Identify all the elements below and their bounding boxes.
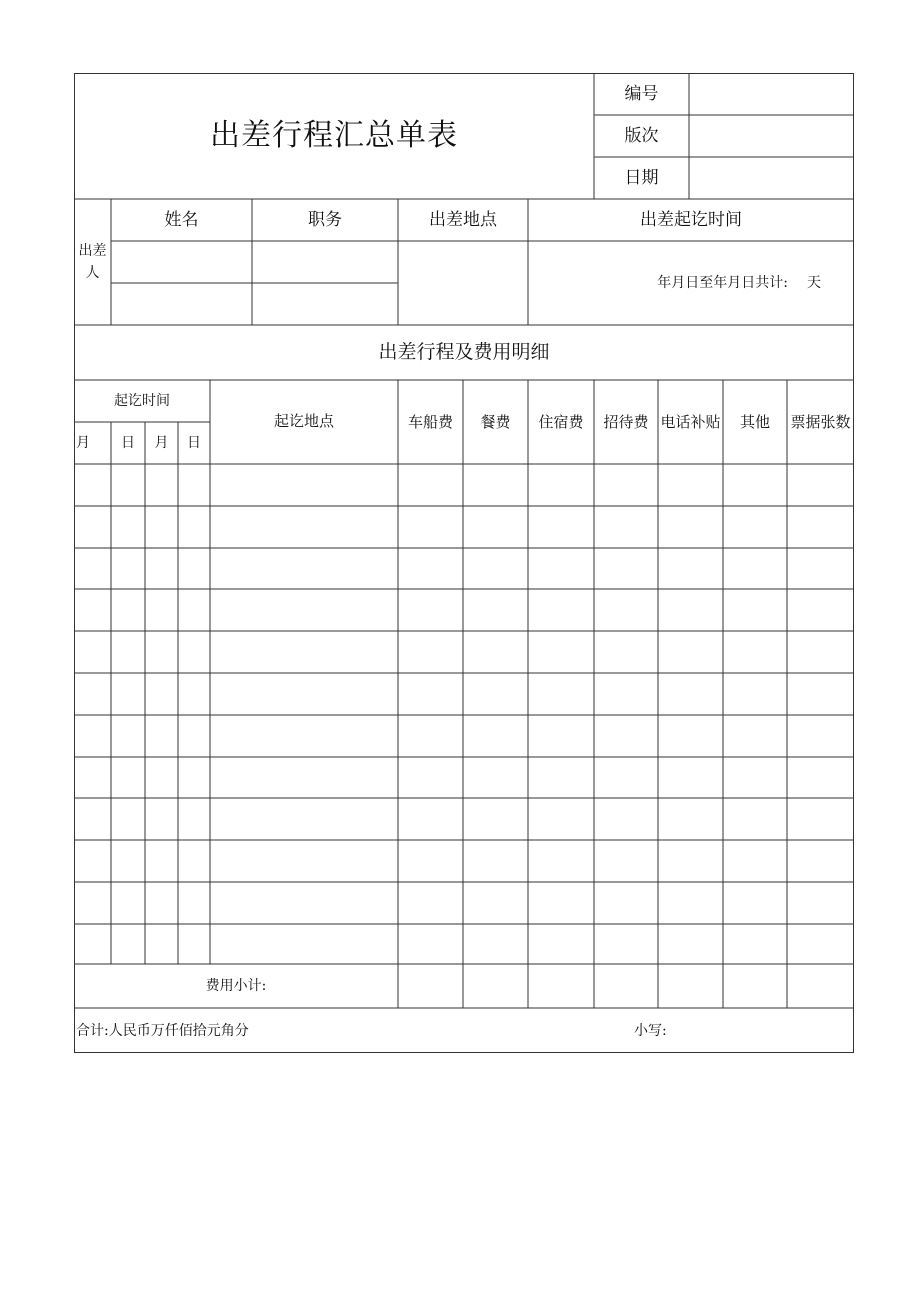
start-month-cell[interactable] [75, 674, 110, 714]
traveler-section-label [74, 199, 111, 325]
meals-cell[interactable] [464, 632, 527, 672]
entertainment-cell[interactable] [595, 883, 657, 923]
period-header: 出差起讫时间 [640, 209, 742, 230]
phone-allowance-cell[interactable] [659, 925, 722, 963]
version-label: 版次 [624, 125, 659, 146]
start-month-cell[interactable] [75, 465, 110, 505]
end-month-cell[interactable] [146, 841, 177, 881]
name-header: 姓名 [164, 209, 199, 230]
transport-header: 车船费 [407, 412, 453, 431]
end-day-cell[interactable] [179, 883, 209, 923]
travel-expense-form [74, 73, 854, 1053]
meals-cell[interactable] [464, 841, 527, 881]
receipts-cell[interactable] [788, 716, 853, 756]
phone-allowance-cell[interactable] [659, 465, 722, 505]
transport-cell[interactable] [399, 758, 462, 797]
end-day-cell[interactable] [179, 925, 209, 963]
end-day-cell[interactable] [179, 465, 209, 505]
other-cell[interactable] [724, 799, 786, 839]
end-day-cell[interactable] [179, 590, 209, 630]
start-day-cell[interactable] [112, 549, 144, 588]
other-cell[interactable] [724, 883, 786, 923]
lodging-cell[interactable] [529, 883, 593, 923]
route-cell[interactable] [211, 716, 397, 756]
meals-cell[interactable] [464, 799, 527, 839]
transport-cell[interactable] [399, 925, 462, 963]
start-month-cell[interactable] [75, 716, 110, 756]
phone-allowance-cell[interactable] [659, 549, 722, 588]
route-cell[interactable] [211, 799, 397, 839]
entertainment-cell[interactable] [595, 758, 657, 797]
other-cell[interactable] [724, 758, 786, 797]
meals-cell[interactable] [464, 590, 527, 630]
end-day-cell[interactable] [179, 758, 209, 797]
name-field-1[interactable] [112, 242, 251, 282]
time-group-header: 起讫时间 [114, 393, 170, 409]
end-month-cell[interactable] [146, 507, 177, 547]
start-month-cell[interactable] [75, 758, 110, 797]
traveler-label-line1: 出差 [78, 242, 107, 259]
other-cell[interactable] [724, 549, 786, 588]
end-day-cell[interactable] [179, 841, 209, 881]
route-cell[interactable] [211, 590, 397, 630]
phone-allowance-cell[interactable] [659, 883, 722, 923]
meals-cell[interactable] [464, 549, 527, 588]
start-day-cell[interactable] [112, 590, 144, 630]
receipts-cell[interactable] [788, 632, 853, 672]
other-cell[interactable] [724, 841, 786, 881]
other-cell[interactable] [724, 674, 786, 714]
meals-header: 餐费 [480, 412, 511, 431]
end-month-cell[interactable] [146, 674, 177, 714]
route-cell[interactable] [211, 674, 397, 714]
start-month-cell[interactable] [75, 549, 110, 588]
route-cell[interactable] [211, 758, 397, 797]
phone-allowance-cell[interactable] [659, 632, 722, 672]
route-cell[interactable] [211, 549, 397, 588]
subtotal-entertainment-cell[interactable] [595, 965, 657, 1007]
lowercase-label: 小写: [634, 1022, 667, 1039]
start-day-cell[interactable] [112, 799, 144, 839]
start-day-cell[interactable] [112, 758, 144, 797]
subtotal-receipts-cell[interactable] [788, 965, 853, 1007]
start-month-cell[interactable] [75, 925, 110, 963]
phone-allowance-cell[interactable] [659, 590, 722, 630]
end-month-cell[interactable] [146, 465, 177, 505]
start-month-cell[interactable] [75, 507, 110, 547]
transport-cell[interactable] [399, 799, 462, 839]
date-label: 日期 [624, 167, 659, 188]
total-label: 合计:人民币万仟佰拾元角分 [76, 1022, 249, 1039]
lodging-header: 住宿费 [538, 412, 584, 431]
other-header: 其他 [739, 412, 770, 431]
receipts-cell[interactable] [788, 883, 853, 923]
lodging-cell[interactable] [529, 799, 593, 839]
end-day-cell[interactable] [179, 632, 209, 672]
start-day-cell[interactable] [112, 841, 144, 881]
end-month-header: 月 [154, 435, 169, 451]
lodging-cell[interactable] [529, 925, 593, 963]
entertainment-cell[interactable] [595, 507, 657, 547]
subtotal-other-cell[interactable] [724, 965, 786, 1007]
transport-cell[interactable] [399, 590, 462, 630]
receipts-cell[interactable] [788, 841, 853, 881]
start-day-cell[interactable] [112, 507, 144, 547]
route-cell[interactable] [211, 632, 397, 672]
phone-allowance-cell[interactable] [659, 507, 722, 547]
entertainment-cell[interactable] [595, 925, 657, 963]
place-header: 出差地点 [429, 209, 497, 230]
start-day-cell[interactable] [112, 632, 144, 672]
lodging-cell[interactable] [529, 841, 593, 881]
entertainment-cell[interactable] [595, 799, 657, 839]
other-cell[interactable] [724, 590, 786, 630]
lodging-cell[interactable] [529, 465, 593, 505]
start-month-cell[interactable] [75, 590, 110, 630]
other-cell[interactable] [724, 925, 786, 963]
phone-allowance-cell[interactable] [659, 716, 722, 756]
phone-allowance-cell[interactable] [659, 799, 722, 839]
end-month-cell[interactable] [146, 549, 177, 588]
end-day-header: 日 [187, 435, 201, 451]
end-month-cell[interactable] [146, 632, 177, 672]
period-text: 年月日至年月日共计: [657, 275, 788, 291]
route-cell[interactable] [211, 925, 397, 963]
meals-cell[interactable] [464, 507, 527, 547]
position-field-1[interactable] [253, 242, 397, 282]
start-month-cell[interactable] [75, 799, 110, 839]
code-label: 编号 [624, 83, 659, 104]
lodging-cell[interactable] [529, 507, 593, 547]
end-month-cell[interactable] [146, 758, 177, 797]
other-cell[interactable] [724, 716, 786, 756]
entertainment-cell[interactable] [595, 674, 657, 714]
route-header: 起讫地点 [273, 411, 334, 430]
start-day-cell[interactable] [112, 465, 144, 505]
phone-allowance-cell[interactable] [659, 841, 722, 881]
code-field[interactable] [690, 74, 853, 114]
end-day-cell[interactable] [179, 716, 209, 756]
start-month-cell[interactable] [75, 841, 110, 881]
entertainment-cell[interactable] [595, 465, 657, 505]
transport-cell[interactable] [399, 507, 462, 547]
traveler-label-line2: 人 [85, 265, 100, 281]
start-month-cell[interactable] [75, 632, 110, 672]
date-field[interactable] [690, 158, 853, 198]
subtotal-lodging-cell[interactable] [529, 965, 593, 1007]
subtotal-phone-allowance-cell[interactable] [659, 965, 722, 1007]
meals-cell[interactable] [464, 716, 527, 756]
phone-allowance-cell[interactable] [659, 758, 722, 797]
phone-allowance-cell[interactable] [659, 674, 722, 714]
receipts-cell[interactable] [788, 799, 853, 839]
entertainment-cell[interactable] [595, 841, 657, 881]
days-unit: 天 [807, 275, 821, 291]
lodging-cell[interactable] [529, 632, 593, 672]
end-day-cell[interactable] [179, 799, 209, 839]
route-cell[interactable] [211, 841, 397, 881]
entertainment-cell[interactable] [595, 590, 657, 630]
transport-cell[interactable] [399, 841, 462, 881]
lodging-cell[interactable] [529, 549, 593, 588]
receipts-cell[interactable] [788, 465, 853, 505]
start-day-cell[interactable] [112, 716, 144, 756]
transport-cell[interactable] [399, 632, 462, 672]
meals-cell[interactable] [464, 674, 527, 714]
receipts-cell[interactable] [788, 674, 853, 714]
meals-cell[interactable] [464, 883, 527, 923]
transport-cell[interactable] [399, 674, 462, 714]
subtotal-meals-cell[interactable] [464, 965, 527, 1007]
detail-title: 出差行程及费用明细 [378, 341, 550, 363]
meals-cell[interactable] [464, 465, 527, 505]
route-cell[interactable] [211, 465, 397, 505]
route-cell[interactable] [211, 883, 397, 923]
other-cell[interactable] [724, 632, 786, 672]
name-field-2[interactable] [112, 284, 251, 324]
entertainment-cell[interactable] [595, 632, 657, 672]
meals-cell[interactable] [464, 925, 527, 963]
meals-cell[interactable] [464, 758, 527, 797]
lodging-cell[interactable] [529, 674, 593, 714]
receipts-cell[interactable] [788, 507, 853, 547]
receipts-cell[interactable] [788, 549, 853, 588]
lowercase-amount-field[interactable] [714, 1009, 853, 1052]
transport-cell[interactable] [399, 465, 462, 505]
end-month-cell[interactable] [146, 716, 177, 756]
entertainment-cell[interactable] [595, 549, 657, 588]
receipts-cell[interactable] [788, 758, 853, 797]
receipts-cell[interactable] [788, 925, 853, 963]
start-day-cell[interactable] [112, 925, 144, 963]
lodging-cell[interactable] [529, 716, 593, 756]
position-field-2[interactable] [253, 284, 397, 324]
start-day-cell[interactable] [112, 674, 144, 714]
entertainment-cell[interactable] [595, 716, 657, 756]
receipts-cell[interactable] [788, 590, 853, 630]
start-month-cell[interactable] [75, 883, 110, 923]
end-day-cell[interactable] [179, 549, 209, 588]
form-title: 出差行程汇总单表 [210, 118, 458, 153]
transport-cell[interactable] [399, 883, 462, 923]
lodging-cell[interactable] [529, 590, 593, 630]
version-field[interactable] [690, 116, 853, 156]
route-cell[interactable] [211, 507, 397, 547]
position-header: 职务 [308, 209, 342, 230]
subtotal-label: 费用小计: [205, 978, 267, 994]
end-month-cell[interactable] [146, 925, 177, 963]
phone-allowance-header: 电话补贴 [660, 412, 721, 431]
other-cell[interactable] [724, 507, 786, 547]
end-day-cell[interactable] [179, 674, 209, 714]
end-month-cell[interactable] [146, 883, 177, 923]
entertainment-header: 招待费 [603, 412, 649, 431]
end-month-cell[interactable] [146, 590, 177, 630]
end-day-cell[interactable] [179, 507, 209, 547]
transport-cell[interactable] [399, 716, 462, 756]
end-month-cell[interactable] [146, 799, 177, 839]
start-month-header: 月 [76, 435, 90, 451]
transport-cell[interactable] [399, 549, 462, 588]
other-cell[interactable] [724, 465, 786, 505]
start-day-header: 日 [121, 435, 135, 451]
place-field[interactable] [399, 242, 527, 324]
subtotal-transport-cell[interactable] [399, 965, 462, 1007]
receipts-header: 票据张数 [790, 412, 851, 431]
start-day-cell[interactable] [112, 883, 144, 923]
lodging-cell[interactable] [529, 758, 593, 797]
